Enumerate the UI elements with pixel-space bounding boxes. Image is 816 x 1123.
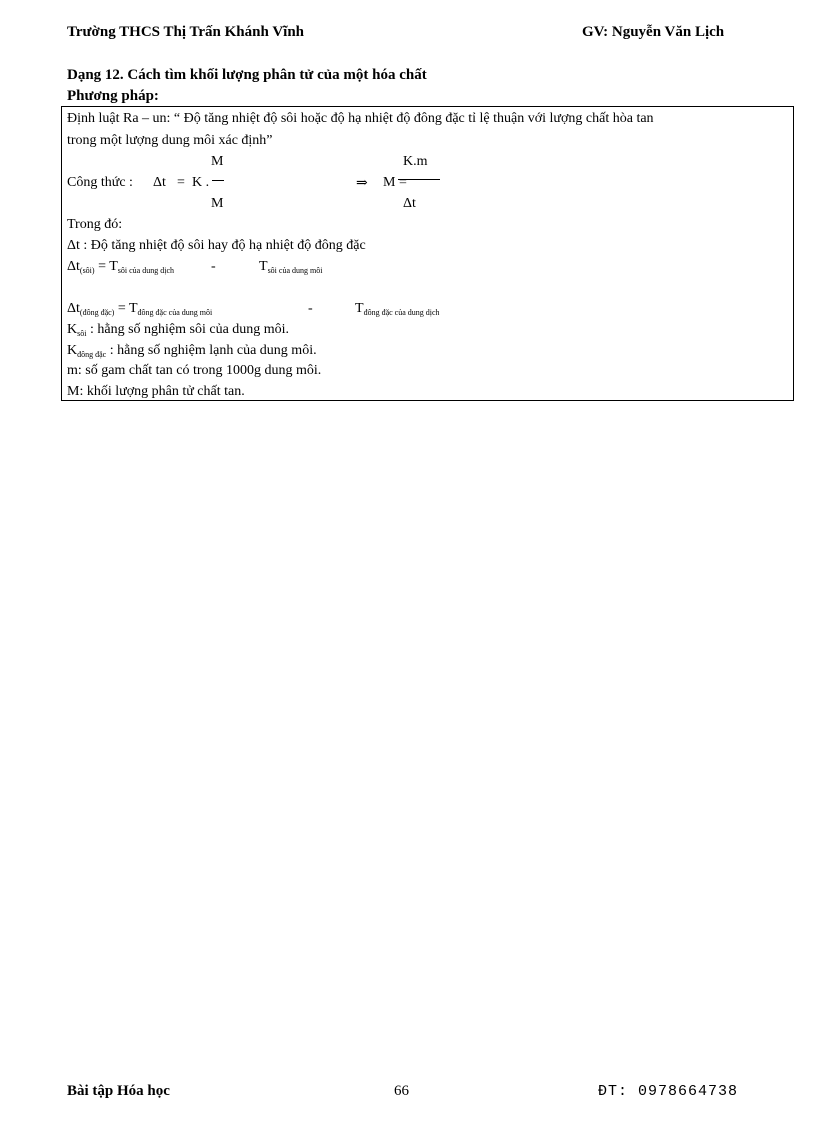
freeze-lhs: Δt bbox=[67, 301, 80, 316]
header-school: Trường THCS Thị Trấn Khánh Vĩnh bbox=[67, 24, 304, 40]
formula-m-equals: M = bbox=[383, 175, 407, 190]
boil-eq: = T bbox=[94, 259, 118, 274]
delta-t-definition: Δt : Độ tăng nhiệt độ sôi hay độ hạ nhiệt độ đông đặc bbox=[67, 238, 366, 253]
boil-t2: T bbox=[259, 259, 268, 274]
m-definition: m: số gam chất tan có trong 1000g dung môi. bbox=[67, 363, 322, 378]
freeze-t2-sub: đông đặc của dung dịch bbox=[363, 308, 440, 317]
footer-subject: Bài tập Hóa học bbox=[67, 1083, 170, 1099]
law-line-2: trong một lượng dung môi xác định” bbox=[67, 133, 273, 148]
section-title: Dạng 12. Cách tìm khối lượng phân tử của một hóa chất bbox=[67, 67, 427, 83]
freeze-eq: = T bbox=[114, 301, 138, 316]
k-freeze-text: : hằng số nghiệm lạnh của dung môi. bbox=[106, 343, 317, 358]
k-freeze-definition bbox=[67, 343, 317, 359]
formula-denominator-left: M bbox=[211, 196, 224, 211]
implies-arrow: ⇒ bbox=[356, 176, 368, 191]
boil-lhs-sub: (sôi) bbox=[79, 266, 95, 275]
fraction-bar-right bbox=[398, 179, 440, 180]
freeze-t1-sub: đông đặc của dung môi bbox=[137, 308, 213, 317]
freeze-t2: T bbox=[355, 301, 364, 316]
formula-numerator-right: K.m bbox=[403, 154, 428, 169]
header-teacher: GV: Nguyễn Văn Lịch bbox=[582, 24, 725, 40]
formula-k: K . bbox=[192, 175, 210, 190]
formula-delta-t: Δt bbox=[153, 175, 166, 190]
method-label: Phương pháp: bbox=[67, 88, 159, 104]
M-definition: M: khối lượng phân tử chất tan. bbox=[67, 384, 245, 399]
law-line-1: Định luật Ra – un: “ Độ tăng nhiệt độ sôi hoặc độ hạ nhiệt độ đông đặc tỉ lệ thuận với lượng chất hòa tan bbox=[67, 111, 654, 126]
k-boil-text: : hằng số nghiệm sôi của dung môi. bbox=[86, 322, 290, 337]
formula-numerator-left: M bbox=[211, 154, 224, 169]
boil-lhs: Δt bbox=[67, 259, 80, 274]
k-boil-k: K bbox=[67, 322, 78, 337]
formula-equals: = bbox=[177, 175, 185, 190]
fraction-bar-left bbox=[212, 180, 224, 181]
k-freeze-k: K bbox=[67, 343, 78, 358]
boil-minus: - bbox=[211, 259, 216, 274]
page-number: 66 bbox=[394, 1083, 409, 1099]
footer-phone: ĐT: 0978664738 bbox=[598, 1083, 739, 1100]
formula-denominator-right: Δt bbox=[403, 196, 416, 211]
k-boil-definition bbox=[67, 322, 289, 338]
freeze-lhs-sub: (đông đặc) bbox=[79, 308, 115, 317]
k-boil-sub: sôi bbox=[77, 329, 87, 338]
where-label: Trong đó: bbox=[67, 217, 123, 232]
content-box bbox=[61, 106, 794, 401]
k-freeze-sub: đông đặc bbox=[77, 350, 107, 359]
freeze-minus: - bbox=[308, 301, 313, 316]
boil-t2-sub: sôi của dung môi bbox=[267, 266, 323, 275]
formula-label: Công thức : bbox=[67, 175, 133, 190]
boil-t1-sub: sôi của dung dịch bbox=[117, 266, 174, 275]
